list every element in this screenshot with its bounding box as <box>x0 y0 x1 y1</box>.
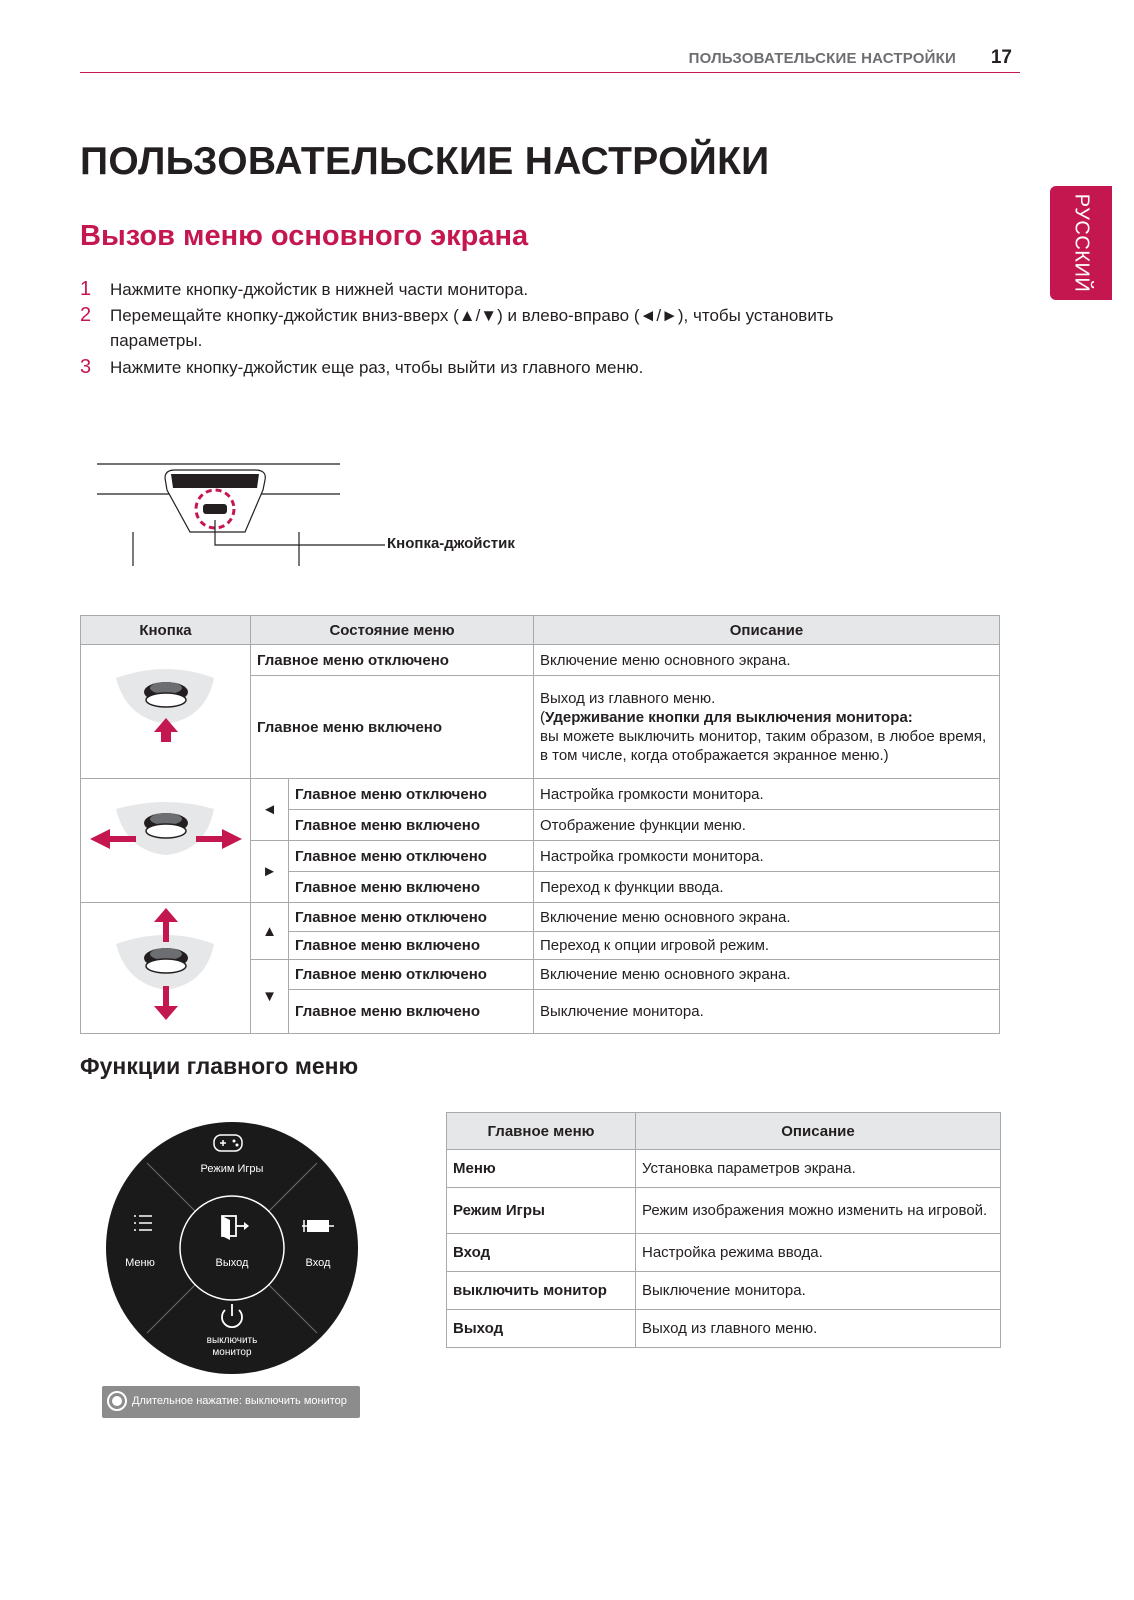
step-3 <box>80 356 643 379</box>
menu-state: Главное меню включено <box>289 810 534 841</box>
step-number: 3 <box>80 356 92 378</box>
language-tab <box>1050 186 1112 300</box>
table-row <box>447 1234 1001 1272</box>
joystick-press-icon <box>106 658 226 762</box>
arrow-up-icon: ▲ <box>251 903 289 960</box>
description: Настройка режима ввода. <box>636 1234 1001 1272</box>
description-bold: Удерживание кнопки для выключения монитора: <box>545 709 913 726</box>
table-header-row <box>447 1113 1001 1150</box>
menu-state: Главное меню отключено <box>289 960 534 990</box>
wheel-bottom-label-line1[interactable]: выключить <box>206 1335 258 1346</box>
long-press-text: Длительное нажатие: выключить монитор <box>132 1395 347 1407</box>
step-number: 1 <box>80 278 92 300</box>
description: Выход из главного меню. <box>636 1310 1001 1348</box>
subsection-title: Функции главного меню <box>80 1053 359 1079</box>
description-line: Выход из главного меню. <box>540 690 716 707</box>
menu-state: Главное меню отключено <box>289 841 534 872</box>
column-header: Кнопка <box>81 616 251 645</box>
menu-state: Главное меню включено <box>289 990 534 1034</box>
description <box>534 676 1000 779</box>
step-2 <box>80 304 833 327</box>
arrow-left-icon: ◄ <box>251 779 289 841</box>
menu-state: Главное меню включено <box>289 932 534 960</box>
step-1 <box>80 278 528 301</box>
press-button-cell <box>81 645 251 779</box>
menu-item: выключить монитор <box>447 1272 636 1310</box>
table-row <box>81 903 1000 932</box>
menu-state: Главное меню отключено <box>289 779 534 810</box>
menu-state: Главное меню включено <box>289 872 534 903</box>
menu-state: Главное меню отключено <box>289 903 534 932</box>
joystick-dot-icon <box>107 1391 127 1411</box>
long-press-hint <box>102 1386 360 1418</box>
description: Установка параметров экрана. <box>636 1150 1001 1188</box>
monitor-joystick-illustration <box>95 460 385 570</box>
wheel-center-label[interactable]: Выход <box>215 1257 249 1269</box>
description: Переход к функции ввода. <box>534 872 1000 903</box>
table-row <box>447 1188 1001 1234</box>
running-header: ПОЛЬЗОВАТЕЛЬСКИЕ НАСТРОЙКИ <box>688 50 956 67</box>
wheel-right-label[interactable]: Вход <box>305 1257 331 1269</box>
description: Выключение монитора. <box>636 1272 1001 1310</box>
main-menu-functions-table <box>446 1112 1001 1348</box>
joystick-left-right-icon <box>86 789 246 889</box>
left-right-button-cell <box>81 779 251 903</box>
column-header: Описание <box>534 616 1000 645</box>
table-row <box>447 1272 1001 1310</box>
wheel-left-label[interactable]: Меню <box>125 1257 155 1269</box>
step-2-continuation: параметры. <box>110 331 203 350</box>
table-header-row <box>81 616 1000 645</box>
menu-state: Главное меню включено <box>251 676 534 779</box>
header-rule <box>80 72 1020 73</box>
section-title: Вызов меню основного экрана <box>80 220 529 252</box>
description: Включение меню основного экрана. <box>534 645 1000 676</box>
step-number: 2 <box>80 304 92 326</box>
arrow-right-icon: ► <box>251 841 289 903</box>
description: Настройка громкости монитора. <box>534 841 1000 872</box>
joystick-up-down-icon <box>106 904 226 1028</box>
menu-state: Главное меню отключено <box>251 645 534 676</box>
table-row <box>447 1150 1001 1188</box>
step-text: Нажмите кнопку-джойстик еще раз, чтобы выйти из главного меню. <box>110 358 644 377</box>
page-number: 17 <box>990 47 1012 68</box>
language-tab-label: РУССКИЙ <box>1070 193 1093 293</box>
menu-item: Выход <box>447 1310 636 1348</box>
column-header: Главное меню <box>447 1113 636 1150</box>
wheel-bottom-label-line2[interactable]: монитор <box>212 1347 252 1358</box>
menu-item: Режим Игры <box>447 1188 636 1234</box>
description: Включение меню основного экрана. <box>534 903 1000 932</box>
arrow-down-icon: ▼ <box>251 960 289 1034</box>
wheel-top-label[interactable]: Режим Игры <box>200 1163 264 1175</box>
step-text: Перемещайте кнопку-джойстик вниз-вверх (▲/▼) и влево-вправо (◄/►), чтобы установить <box>110 306 834 325</box>
step-text: Нажмите кнопку-джойстик в нижней части монитора. <box>110 280 529 299</box>
up-down-button-cell <box>81 903 251 1034</box>
column-header: Состояние меню <box>251 616 534 645</box>
description: Настройка громкости монитора. <box>534 779 1000 810</box>
description: Переход к опции игровой режим. <box>534 932 1000 960</box>
description: Выключение монитора. <box>534 990 1000 1034</box>
description: Включение меню основного экрана. <box>534 960 1000 990</box>
page-title: ПОЛЬЗОВАТЕЛЬСКИЕ НАСТРОЙКИ <box>80 140 770 183</box>
description-paren: ( <box>540 709 545 726</box>
joystick-callout-label: Кнопка-джойстик <box>387 535 515 552</box>
menu-item: Меню <box>447 1150 636 1188</box>
main-menu-wheel <box>104 1120 360 1376</box>
joystick-function-table <box>80 615 1000 1034</box>
table-row <box>81 645 1000 676</box>
table-row <box>81 779 1000 810</box>
table-row <box>447 1310 1001 1348</box>
description-line: вы можете выключить монитор, таким образом, в любое время, в том числе, когда отображается экранное меню.) <box>540 728 987 764</box>
description: Отображение функции меню. <box>534 810 1000 841</box>
menu-item: Вход <box>447 1234 636 1272</box>
description: Режим изображения можно изменить на игровой. <box>636 1188 1001 1234</box>
column-header: Описание <box>636 1113 1001 1150</box>
